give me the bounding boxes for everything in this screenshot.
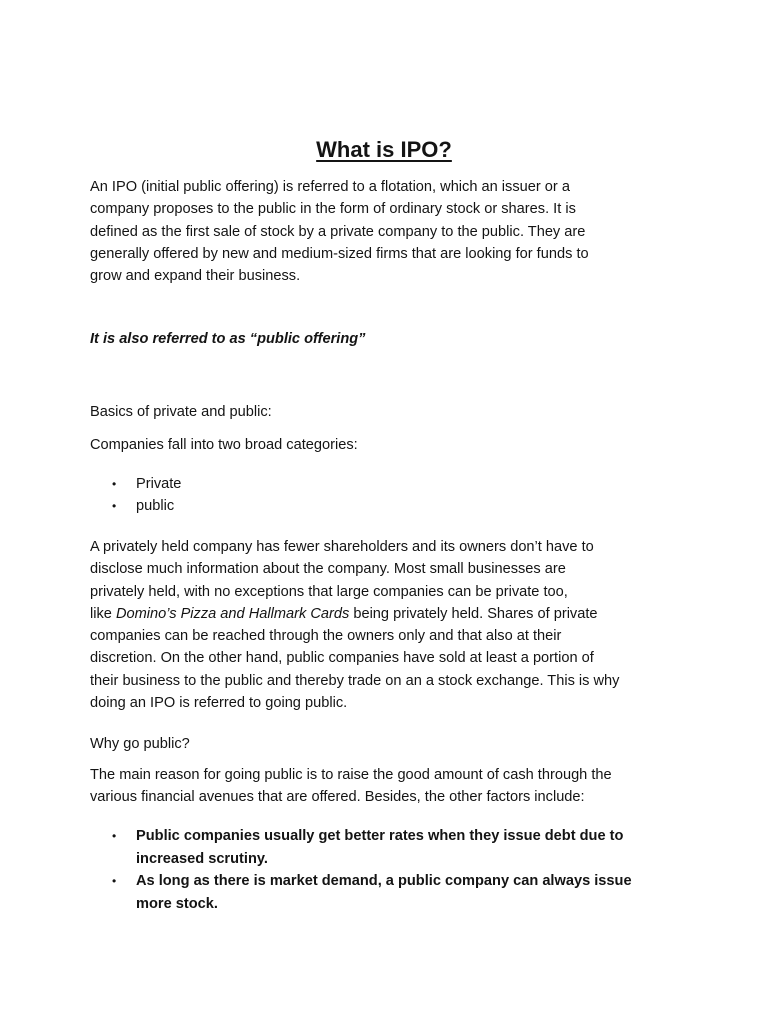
text-line: increased scrutiny. [136, 850, 268, 867]
text-line: discretion. On the other hand, public companies have sold at least a portion of [90, 650, 594, 667]
text-fragment: being privately held. Shares of private [349, 605, 598, 622]
list-item-label: public [136, 498, 175, 514]
text-line: privately held, with no exceptions that large companies can be private too, [90, 583, 568, 600]
bullet-icon: • [112, 499, 117, 513]
text-line: A privately held company has fewer shareholders and its owners don’t have to [90, 539, 594, 555]
text-line: various financial avenues that are offered. Besides, the other factors include: [90, 789, 585, 806]
reason-paragraph [90, 764, 690, 809]
text-line [90, 603, 690, 625]
bullet-icon: • [112, 477, 117, 491]
list-item [90, 825, 690, 870]
list-item [90, 495, 690, 517]
bullet-icon: • [112, 874, 117, 888]
text-line: doing an IPO is referred to going public. [90, 695, 348, 712]
company-examples: Domino’s Pizza and Hallmark Cards [115, 605, 350, 622]
intro-paragraph [90, 176, 690, 287]
list-item [90, 870, 690, 915]
categories-intro: Companies fall into two broad categories: [90, 437, 358, 453]
text-line: disclose much information about the company. Most small businesses are [90, 561, 566, 578]
text-fragment: like [90, 605, 116, 622]
list-item-label: Private [136, 476, 182, 492]
text-line: their business to the public and thereby trade on an a stock exchange. This is why [90, 672, 620, 689]
text-line: An IPO (initial public offering) is referred to a flotation, which an issuer or a [90, 179, 570, 195]
text-line: grow and expand their business. [90, 268, 301, 285]
text-line: Public companies usually get better rates when they issue debt due to [136, 828, 624, 844]
text-line: generally offered by new and medium-sized firms that are looking for funds to [90, 245, 589, 262]
text-line: The main reason for going public is to raise the good amount of cash through the [90, 767, 612, 783]
bullet-icon: • [112, 829, 117, 843]
text-line: company proposes to the public in the form of ordinary stock or shares. It is [90, 201, 576, 218]
emphasis-note: It is also referred to as “public offering” [90, 331, 366, 347]
why-heading: Why go public? [90, 736, 190, 752]
text-line: more stock. [136, 895, 218, 912]
private-public-paragraph [90, 536, 690, 714]
basics-heading: Basics of private and public: [90, 404, 272, 420]
page-title: What is IPO? [316, 137, 452, 162]
text-line: As long as there is market demand, a public company can always issue [136, 873, 632, 889]
list-item [90, 473, 690, 495]
text-line: defined as the first sale of stock by a private company to the public. They are [90, 223, 586, 240]
categories-list [90, 473, 690, 517]
factors-list [90, 825, 690, 915]
text-line: companies can be reached through the owners only and that also at their [90, 628, 562, 645]
